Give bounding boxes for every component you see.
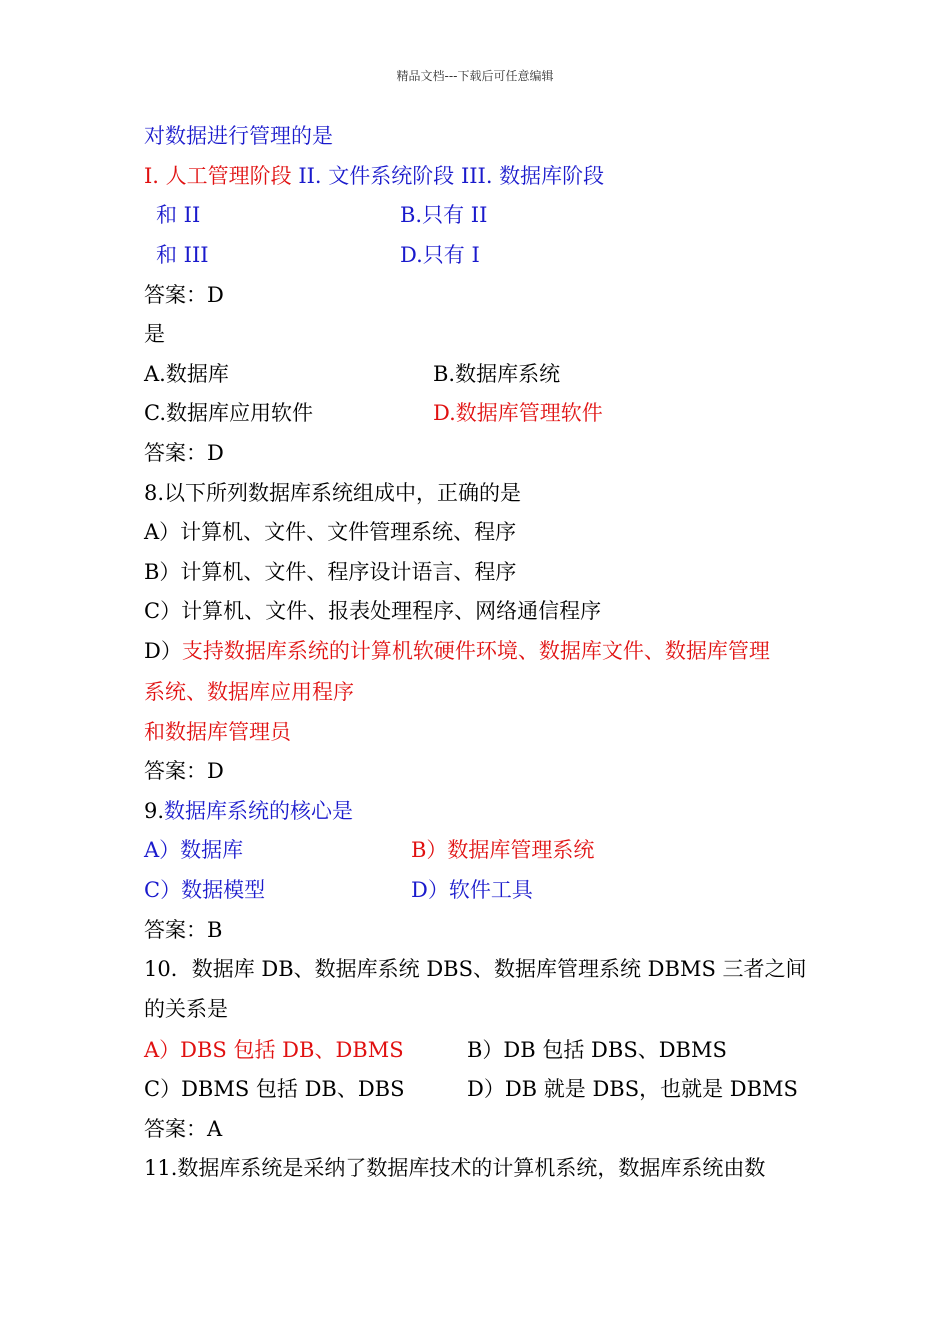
q6-option-a: 和 II (156, 203, 201, 227)
q10-option-c: C）DBMS 包括 DB、DBS (144, 1077, 405, 1101)
q9-option-b: B）数据库管理系统 (411, 838, 595, 862)
q9-option-a: A）数据库 (144, 838, 244, 862)
q7-answer: 答案：D (144, 441, 224, 465)
q7-option-a: A.数据库 (144, 362, 229, 386)
q10-option-a: A）DBS 包括 DB、DBMS (144, 1038, 404, 1062)
q8-option-a: A）计算机、文件、文件管理系统、程序 (144, 520, 517, 544)
q10-stem-2: 的关系是 (144, 997, 228, 1021)
q6-statement-1: I. 人工管理阶段 (144, 164, 292, 188)
q7-stem: 是 (144, 322, 165, 346)
q9-answer: 答案：B (144, 918, 223, 942)
q11-stem: 11.数据库系统是采纳了数据库技术的计算机系统，数据库系统由数 (144, 1156, 766, 1180)
q9-number: 9. (144, 799, 165, 823)
q8-option-d-text: 支持数据库系统的计算机软硬件环境、数据库文件、数据库管理 (181, 639, 770, 663)
q8-option-d-cont-1: 系统、数据库应用程序 (144, 680, 354, 704)
q6-option-c: 和 III (156, 243, 209, 267)
q6-statement-2: II. 文件系统阶段 III. 数据库阶段 (291, 164, 605, 188)
page-header: 精品文档---下载后可任意编辑 (396, 69, 554, 83)
q8-stem: 8.以下所列数据库系统组成中，正确的是 (144, 481, 522, 505)
q8-option-d-cont-2: 和数据库管理员 (144, 720, 291, 744)
q10-option-b: B）DB 包括 DBS、DBMS (467, 1038, 727, 1062)
q10-answer: 答案：A (144, 1117, 223, 1141)
q8-option-b: B）计算机、文件、程序设计语言、程序 (144, 560, 517, 584)
q7-option-c: C.数据库应用软件 (144, 401, 313, 425)
q10-option-d: D）DB 就是 DBS，也就是 DBMS (467, 1077, 798, 1101)
q9-stem-line (144, 797, 353, 825)
q9-stem: 数据库系统的核心是 (164, 799, 354, 823)
q6-stem: 对数据进行管理的是 (144, 124, 333, 148)
q8-answer: 答案：D (144, 759, 224, 783)
q9-option-d: D）软件工具 (411, 878, 533, 902)
q6-option-d: D.只有 I (400, 243, 480, 267)
q8-option-c: C）计算机、文件、报表处理程序、网络通信程序 (144, 599, 602, 623)
q6-statements (144, 162, 604, 190)
q8-option-d-prefix: D） (144, 639, 182, 663)
q9-option-c: C）数据模型 (144, 878, 266, 902)
q6-option-b: B.只有 II (400, 203, 488, 227)
q10-stem-1: 10．数据库 DB、数据库系统 DBS、数据库管理系统 DBMS 三者之间 (144, 957, 807, 981)
q7-option-d: D.数据库管理软件 (433, 401, 603, 425)
q6-answer: 答案：D (144, 283, 224, 307)
q8-option-d (144, 637, 770, 665)
q7-option-b: B.数据库系统 (433, 362, 561, 386)
